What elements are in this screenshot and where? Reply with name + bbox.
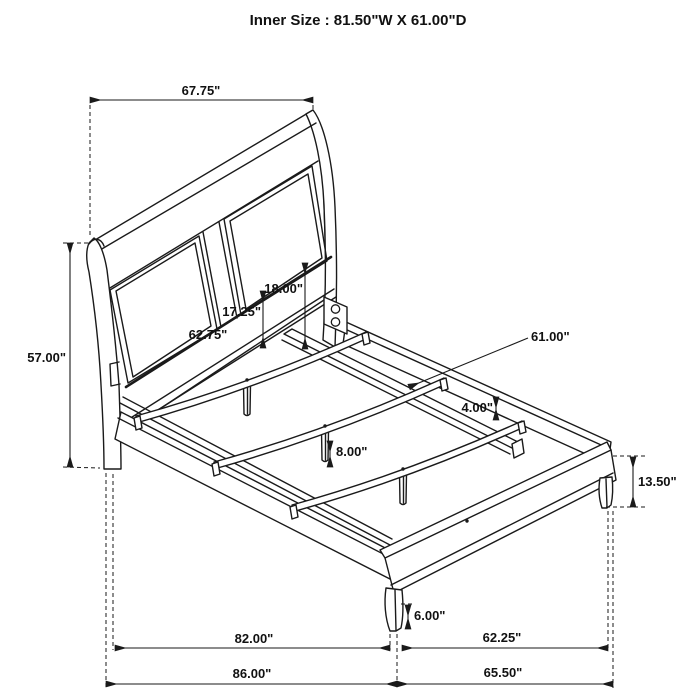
near-side-rail [115,412,393,579]
slat-1-far-tab [362,332,370,345]
footboard-near-leg [385,588,403,631]
label-inner-length: 82.00" [234,631,274,646]
label-footboard-inner-width: 62.25" [482,630,522,645]
label-headboard-height: 57.00" [27,350,66,365]
label-footboard-height: 13.50" [638,474,677,489]
label-overall-length: 86.00" [232,666,272,681]
label-rail-top-height: 17.25" [222,304,261,319]
slat-3-far-tab [518,421,526,434]
slat-1-screw-dot [245,378,248,381]
label-panel-bottom-height: 18.00" [264,281,303,296]
footboard-screw-dot [465,519,468,522]
bracket-hole-bottom [331,318,339,326]
headboard-face [90,110,327,428]
slat-2-screw-dot [323,424,326,427]
slat-3-screw-dot [401,467,404,470]
slat-2-far-tab [440,378,448,391]
footboard-far-leg-corner-line [606,479,607,507]
diagram-title: Inner Size : 81.50"W X 61.00"D [249,12,467,29]
label-slat-width: 4.00" [461,400,493,415]
label-headboard-width: 67.75" [181,83,221,98]
label-overall-width: 65.50" [483,665,523,680]
slat-3-near-tab [290,505,298,519]
label-footboard-leg-height: 6.00" [414,608,446,623]
slat-1-near-tab [134,416,142,430]
label-headboard-inner-width: 62.75" [188,327,228,342]
footboard-near-leg-corner-line [395,590,396,630]
slat-2-near-tab [212,462,220,476]
bracket-hole-top [331,305,339,313]
ext-line-headboard-height-bottom [63,467,100,468]
label-slat-length: 61.00" [531,329,570,344]
label-center-leg-height: 8.00" [336,444,368,459]
